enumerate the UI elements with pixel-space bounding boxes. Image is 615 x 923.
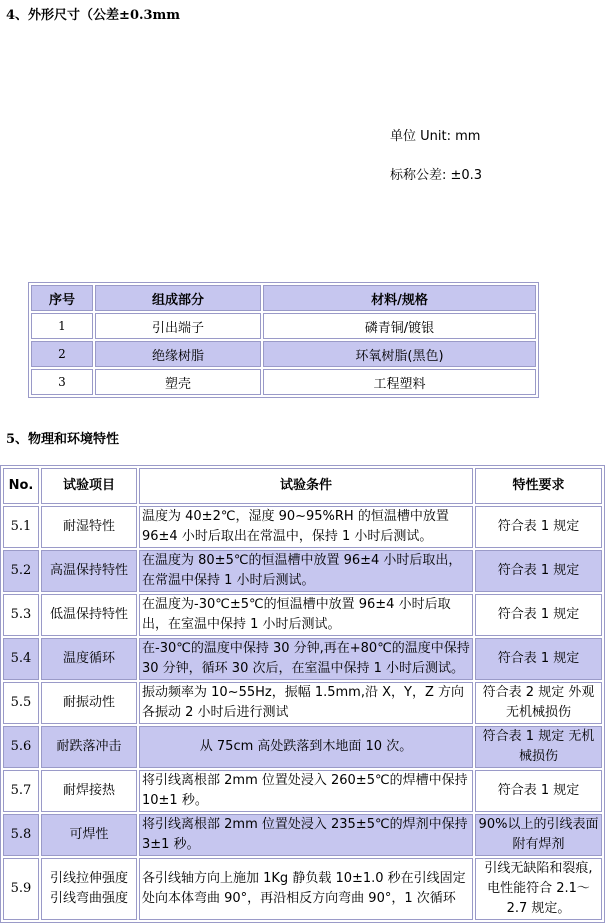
tests-header-item: 试验项目 — [41, 468, 137, 504]
unit-note: 单位 Unit: mm — [390, 129, 481, 144]
test-no: 5.8 — [3, 814, 39, 856]
materials-cell: 塑壳 — [95, 369, 261, 395]
test-no: 5.1 — [3, 506, 39, 548]
test-requirement: 符合表 2 规定 外观无机械损伤 — [475, 682, 602, 724]
tests-header-condition: 试验条件 — [139, 468, 473, 504]
materials-cell: 磷青铜/镀银 — [263, 313, 536, 339]
test-no: 5.5 — [3, 682, 39, 724]
test-item: 耐跌落冲击 — [41, 726, 137, 768]
test-requirement: 符合表 1 规定 — [475, 594, 602, 636]
test-no: 5.3 — [3, 594, 39, 636]
test-item: 温度循环 — [41, 638, 137, 680]
test-condition: 在温度为-30℃±5℃的恒温槽中放置 96±4 小时后取出，在室温中保持 1 小时后测试。 — [139, 594, 473, 636]
tests-row — [3, 770, 602, 812]
tests-row — [3, 858, 602, 920]
materials-cell: 工程塑料 — [263, 369, 536, 395]
test-condition: 在-30℃的温度中保持 30 分钟,再在+80℃的温度中保持 30 分钟，循环 30 次后，在室温中保持 1 小时后测试。 — [139, 638, 473, 680]
materials-cell: 1 — [31, 313, 93, 339]
tests-row — [3, 506, 602, 548]
materials-cell: 3 — [31, 369, 93, 395]
materials-cell: 2 — [31, 341, 93, 367]
section-5-title: 5、物理和环境特性 — [6, 432, 120, 447]
test-no: 5.4 — [3, 638, 39, 680]
test-no: 5.6 — [3, 726, 39, 768]
test-requirement: 符合表 1 规定 — [475, 770, 602, 812]
test-requirement: 符合表 1 规定 — [475, 506, 602, 548]
tests-row — [3, 814, 602, 856]
test-condition: 振动频率为 10~55Hz，振幅 1.5mm,沿 X，Y，Z 方向各振动 2 小时后进行测试 — [139, 682, 473, 724]
tests-row — [3, 682, 602, 724]
test-condition: 在温度为 80±5℃的恒温槽中放置 96±4 小时后取出，在常温中保持 1 小时后测试。 — [139, 550, 473, 592]
tests-header-requirement: 特性要求 — [475, 468, 602, 504]
tests-header-row — [3, 468, 602, 504]
materials-cell: 环氧树脂(黑色) — [263, 341, 536, 367]
tests-header-no: No. — [3, 468, 39, 504]
tests-row — [3, 550, 602, 592]
test-requirement: 引线无缺陷和裂痕,电性能符合 2.1～2.7 规定。 — [475, 858, 602, 920]
tolerance-note: 标称公差: ±0.3 — [390, 168, 483, 183]
test-condition: 各引线轴方向上施加 1Kg 静负载 10±1.0 秒在引线固定处向本体弯曲 90°，再沿相反方向弯曲 90°，1 次循环 — [139, 858, 473, 920]
materials-header-material: 材料/规格 — [263, 285, 536, 311]
test-item: 低温保持特性 — [41, 594, 137, 636]
tests-row — [3, 726, 602, 768]
materials-header-part: 组成部分 — [95, 285, 261, 311]
materials-header-no: 序号 — [31, 285, 93, 311]
test-condition: 温度为 40±2℃，湿度 90~95%RH 的恒温槽中放置 96±4 小时后取出在常温中，保持 1 小时后测试。 — [139, 506, 473, 548]
test-item: 耐湿特性 — [41, 506, 137, 548]
test-condition: 将引线离根部 2mm 位置处浸入 235±5℃的焊剂中保持 3±1 秒。 — [139, 814, 473, 856]
tests-table — [0, 465, 605, 923]
tests-row — [3, 594, 602, 636]
test-item: 可焊性 — [41, 814, 137, 856]
test-no: 5.7 — [3, 770, 39, 812]
materials-header-row — [31, 285, 536, 311]
test-requirement: 符合表 1 规定 — [475, 638, 602, 680]
test-no: 5.9 — [3, 858, 39, 920]
test-no: 5.2 — [3, 550, 39, 592]
test-condition: 从 75cm 高处跌落到木地面 10 次。 — [139, 726, 473, 768]
test-item: 引线拉伸强度 引线弯曲强度 — [41, 858, 137, 920]
test-requirement: 90%以上的引线表面附有焊剂 — [475, 814, 602, 856]
materials-cell: 绝缘树脂 — [95, 341, 261, 367]
test-requirement: 符合表 1 规定 无机械损伤 — [475, 726, 602, 768]
test-item: 高温保持特性 — [41, 550, 137, 592]
materials-row — [31, 369, 536, 395]
materials-table — [28, 282, 539, 398]
test-requirement: 符合表 1 规定 — [475, 550, 602, 592]
materials-row — [31, 313, 536, 339]
section-4-title: 4、外形尺寸（公差±0.3mm — [6, 8, 181, 23]
test-item: 耐振动性 — [41, 682, 137, 724]
test-condition: 将引线离根部 2mm 位置处浸入 260±5℃的焊槽中保持 10±1 秒。 — [139, 770, 473, 812]
tests-row — [3, 638, 602, 680]
test-item: 耐焊接热 — [41, 770, 137, 812]
materials-row — [31, 341, 536, 367]
materials-cell: 引出端子 — [95, 313, 261, 339]
